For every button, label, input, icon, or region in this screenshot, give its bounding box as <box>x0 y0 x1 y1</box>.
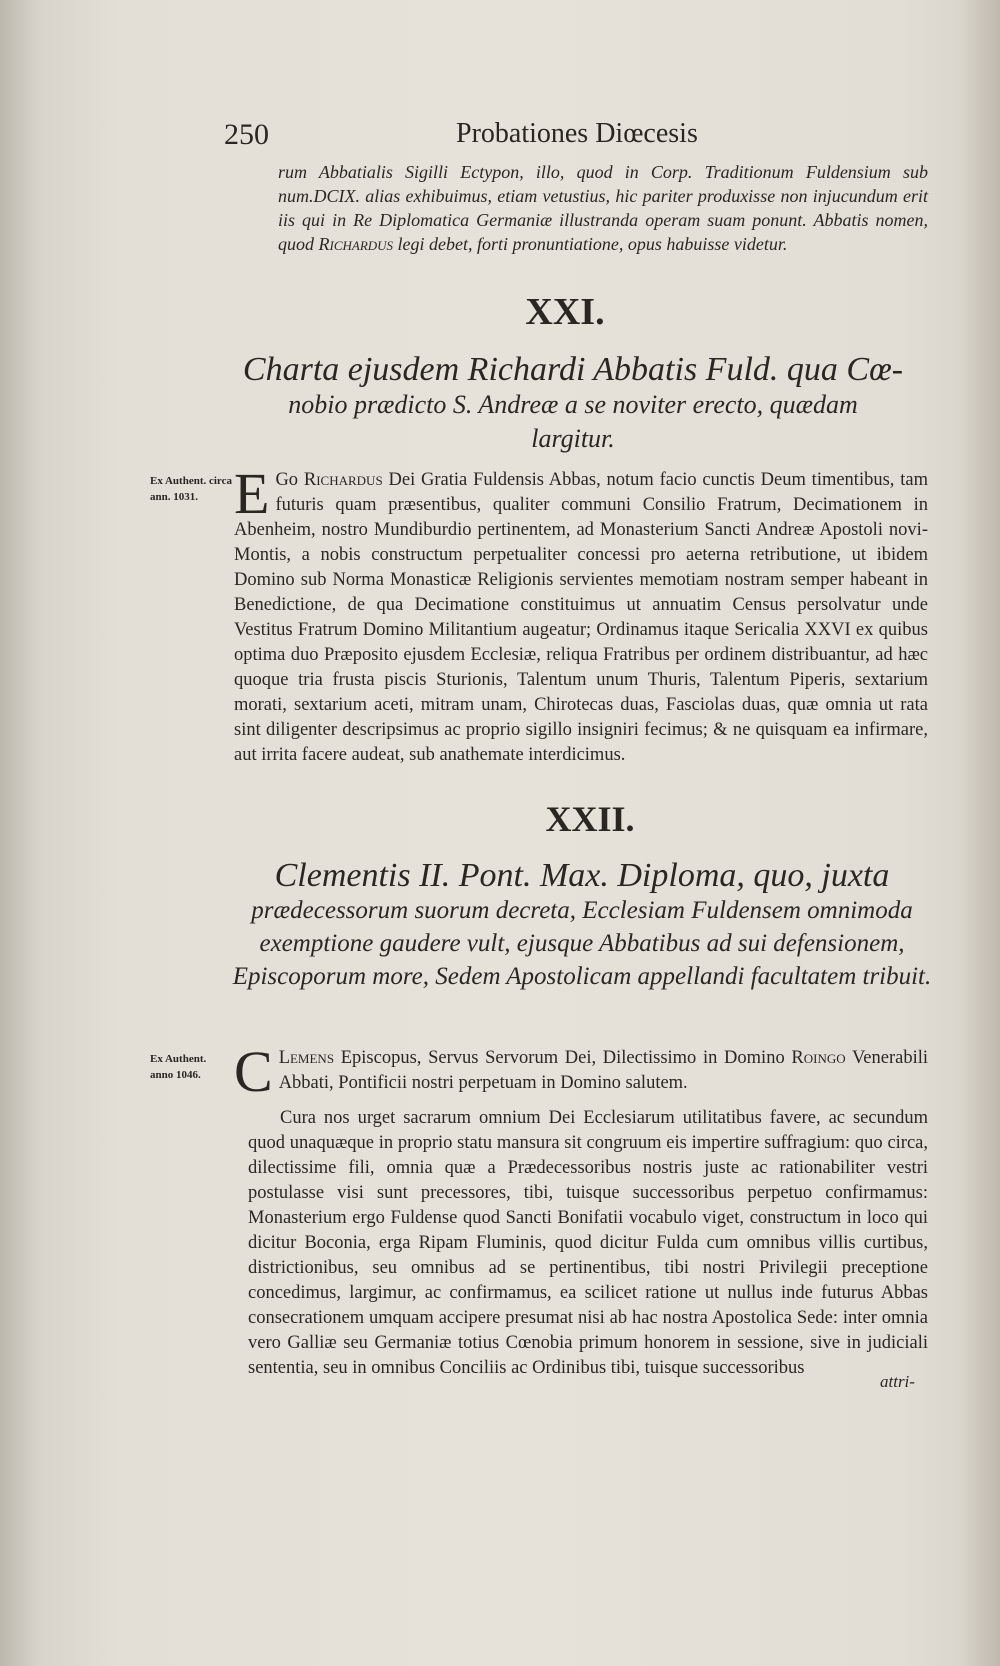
page-header <box>224 118 698 152</box>
section-21-heading-line-1: Charta ejusdem Richardi Abbatis Fuld. qua Cœ- <box>242 351 904 388</box>
section-21-numeral: XXI. <box>525 291 605 333</box>
section-22-heading-rest: prædecessorum suorum decreta, Ecclesiam Fuldensem omnimoda exemptione gaudere vult, ejusque Abbatibus ad sui defensionem, Episcoporum more, Sedem Apostolicam appellandi facultatem tribuit. <box>232 897 932 990</box>
section-22-dropcap: C <box>234 1039 273 1104</box>
section-21-dropcap: E <box>234 461 270 526</box>
section-22-body: Cura nos urget sacrarum omnium Dei Ecclesiarum utilitatibus favere, ac secundum quod unaquæque in proprio statu mansura sit congruum eis impertire suffragium: quo circa, dilectissime fili, omnia quæ a Prædecessoribus nostris juste ac rationabiliter vestri postulasse visi sunt precessores, tibi, tuisque successoribus perpetuo confirmamus: Monasterium ergo Fuldense quod Sancti Bonifatii vocabulo viget, constructum in loco qui dicitur Boconia, erga Ripam Fluminis, quod dicitur Fulda cum omnibus villis curtibus, districtionibus, seu omnibus ad se pertinentibus, tibi nostri Privilegii preceptione concedimus, largimur, ac confirmamus, ea scilicet ratione ut nullus inde futurus Abbas consecrationem umquam accipere presumat nisi ab hac nostra Apostolica Sede: inter omnia vero Galliæ seu Germaniæ totius Cœnobia primum honorem in sessione, sive in judiciali sententia, seu in omnibus Conciliis ac Ordinibus tibi, tuisque successoribus <box>248 1108 928 1378</box>
section-22-numeral: XXII. <box>545 799 635 839</box>
section-22-heading <box>232 858 932 993</box>
running-title: Probationes Diœcesis <box>456 118 698 149</box>
section-21-heading <box>218 352 928 456</box>
intro-text-after: legi debet, forti pronuntiatione, opus habuisse videtur. <box>393 234 788 254</box>
page-edge-shadow <box>960 0 1000 1666</box>
section-21-body-name: Richardus <box>303 470 383 490</box>
section-22-opening-end: Venerabili Abbati, Pontificii nostri perpetuam in Domino salutem. <box>278 1048 928 1093</box>
intro-text-before: rum Abbatialis Sigilli Ectypon, illo, quod in Corp. Traditionum Fuldensium sub num.DCIX. alias exhibuimus, etiam vetustius, hic pariter produxisse non injucundum erit iis qui in Re Diplomatica Germaniæ illustranda operam suam ponunt. Abbatis nomen, quod <box>278 162 928 254</box>
section-22-opening-name: Lemens <box>278 1048 335 1068</box>
section-21-body-text: Dei Gratia Fuldensis Abbas, notum facio cunctis Deum timentibus, tam futuris quam præsentibus, qualiter communi Consilio Fratrum, Decimationem in Abenheim, nostro Mundiburdio pertinentem, ad Monasterium Sancti Andreæ Apostoli novi-Montis, a nobis constructum perpetualiter concessi pro aeterna retributione, ut ibidem Domino sub Norma Monasticæ Religionis servientes memotiam nostram semper habeant in Benedictione, de qua Decimatione constituimus ut annuatim Census persolvatur unde Vestitus Fratrum Domino Militantium augeatur; Ordinamus itaque Sericalia XXVI ex quibus optima duo Præposito ejusdem Ecclesiæ, reliqua Fratribus per ordinem distribuantur, ad hæc quoque tria frusta piscis Sturionis, Talentum unum Thuris, Talentum Piperis, sextarium morati, sextarium aceti, mitram unam, Chirotecas duas, Fasciolas duas, quæ omnia ut rata sint diligenter descripsimus ac proprio sigillo insigniri fecimus; & ne quisquam ea infirmare, aut irrita facere audeat, sub anathemate interdicimus. <box>234 470 928 765</box>
section-22-opening-text: Episcopus, Servus Servorum Dei, Dilectissimo in Domino <box>334 1048 792 1068</box>
section-21-body <box>234 461 928 768</box>
intro-paragraph <box>278 160 928 256</box>
page-number: 250 <box>224 118 269 151</box>
section-22-opening-recipient: Roingo <box>791 1048 846 1068</box>
intro-name: Richardus <box>318 234 394 254</box>
section-21-heading-line-2: nobio prædicto S. Andreæ a se noviter erecto, quædam <box>288 390 858 419</box>
section-22-margin-note: Ex Authent. anno 1046. <box>150 1053 207 1081</box>
section-21-margin-note: Ex Authent. circa ann. 1031. <box>150 475 232 503</box>
catchword: attri- <box>880 1372 915 1391</box>
section-22-heading-line-1: Clementis II. Pont. Max. Diploma, quo, juxta <box>274 857 890 894</box>
section-21-body-start: Go <box>275 470 304 490</box>
section-22-opening <box>234 1039 928 1104</box>
section-21-heading-line-3: largitur. <box>531 424 615 453</box>
